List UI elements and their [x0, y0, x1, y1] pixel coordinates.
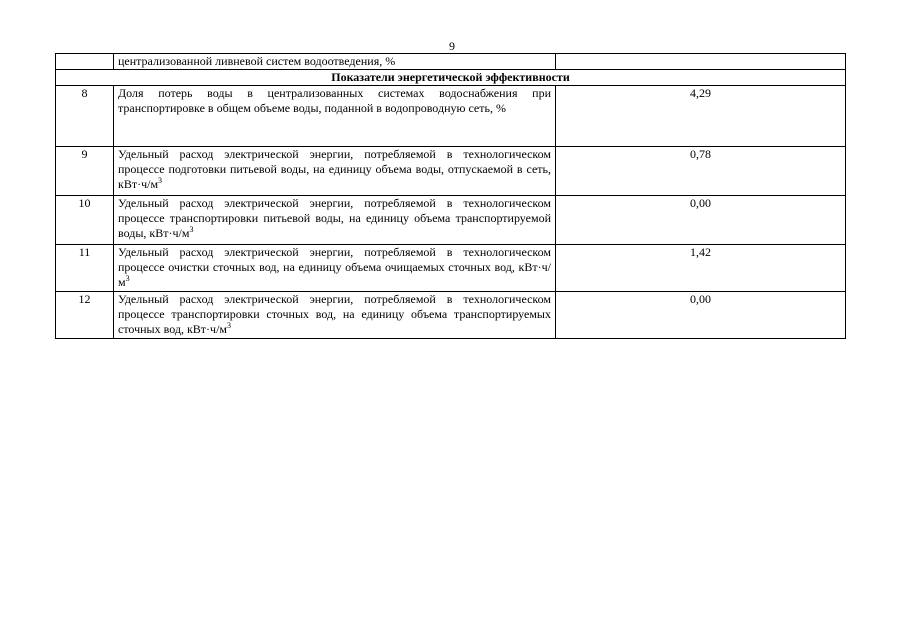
row-number: 8 — [56, 86, 114, 147]
row-value: 0,78 — [556, 147, 846, 196]
unit-superscript: 3 — [158, 176, 163, 185]
section-heading: Показатели энергетической эффективности — [56, 70, 846, 86]
table-row — [56, 86, 846, 147]
table-row — [56, 245, 846, 292]
description-text: Удельный расход электрической энергии, потребляемой в технологическом процессе транспортировки питьевой воды, на единицу объема транспортируемой воды, — [118, 196, 551, 240]
row-description — [114, 245, 556, 292]
row-number: 9 — [56, 147, 114, 196]
row-value — [556, 54, 846, 70]
section-heading-row — [56, 70, 846, 86]
row-description: централизованной ливневой систем водоотведения, % — [114, 54, 556, 70]
description-text: Удельный расход электрической энергии, потребляемой в технологическом процессе подготовки питьевой воды, на единицу объема воды, отпускаемой в сеть, — [118, 147, 551, 176]
table-row — [56, 196, 846, 245]
description-text: Доля потерь воды в централизованных системах водоснабжения при транспортировке в общем объеме воды, поданной в водопроводную сеть, % — [118, 86, 551, 115]
unit-text: кВт·ч/м — [149, 226, 190, 240]
table-row-continuation — [56, 54, 846, 70]
row-value: 0,00 — [556, 292, 846, 339]
unit-text: кВт·ч/м — [118, 177, 159, 191]
row-value: 1,42 — [556, 245, 846, 292]
row-value: 0,00 — [556, 196, 846, 245]
unit-superscript: 3 — [189, 225, 194, 234]
row-value: 4,29 — [556, 86, 846, 147]
row-description — [114, 147, 556, 196]
table-row — [56, 292, 846, 339]
table-row — [56, 147, 846, 196]
description-text: Удельный расход электрической энергии, потребляемой в технологическом процессе очистки сточных вод, на единицу объема очищаемых сточных вод, — [118, 245, 551, 274]
description-text: Удельный расход электрической энергии, потребляемой в технологическом процессе транспортировки сточных вод, на единицу объема транспортируемых сточных вод, — [118, 292, 551, 336]
row-number-cell — [56, 54, 114, 70]
unit-superscript: 3 — [125, 274, 130, 283]
row-number: 12 — [56, 292, 114, 339]
row-description — [114, 292, 556, 339]
unit-text: кВт·ч/м — [118, 260, 551, 289]
row-number: 10 — [56, 196, 114, 245]
unit-superscript: 3 — [227, 321, 232, 330]
unit-text: кВт·ч/м — [186, 322, 228, 336]
row-description — [114, 196, 556, 245]
page-number: 9 — [449, 39, 455, 53]
row-description — [114, 86, 556, 147]
indicators-table — [55, 53, 846, 339]
row-number: 11 — [56, 245, 114, 292]
